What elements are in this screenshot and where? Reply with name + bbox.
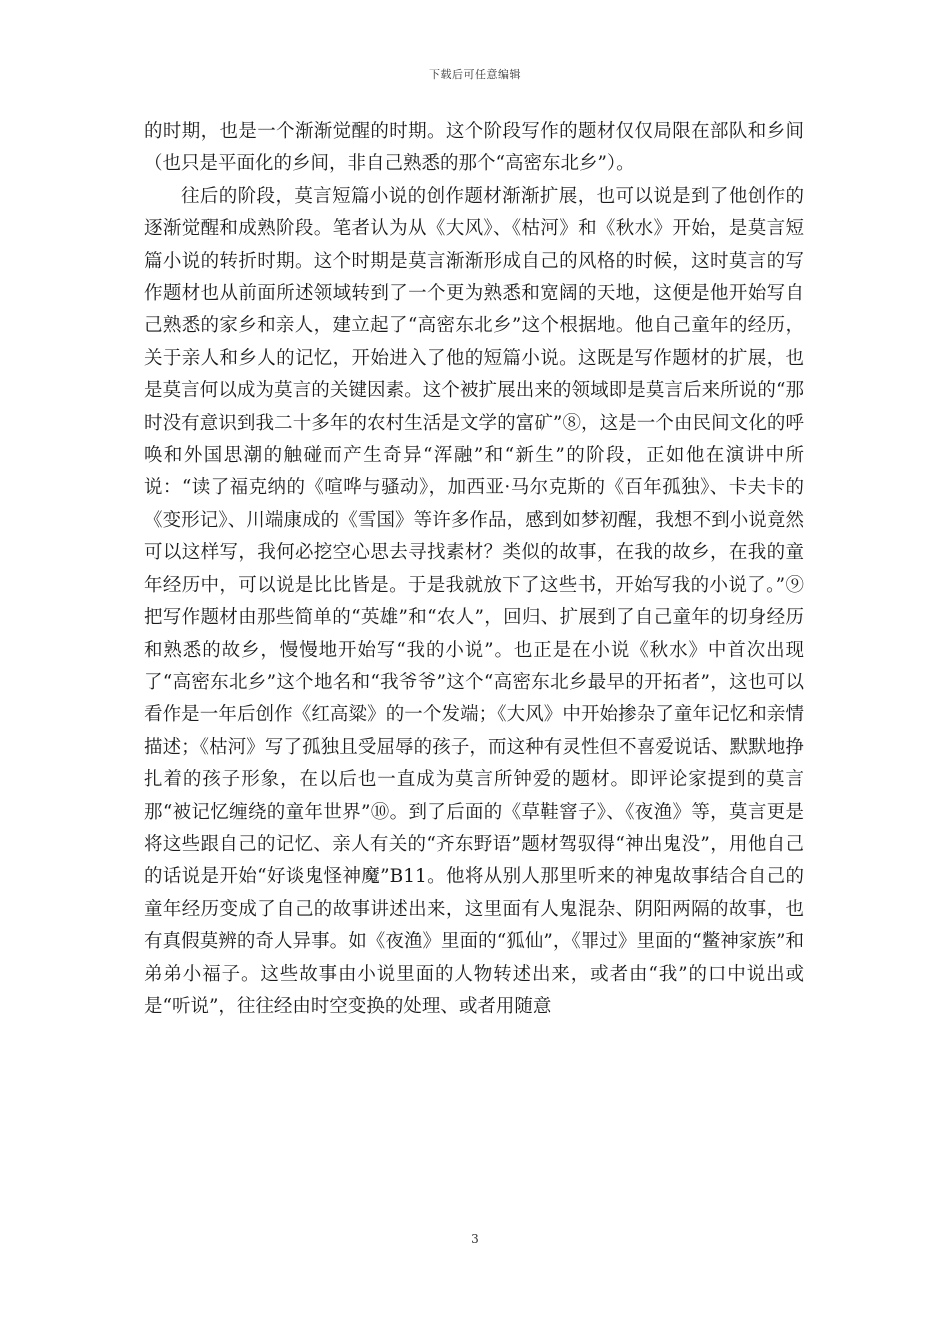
page-header: 下载后可任意编辑 — [429, 68, 521, 81]
body-text — [144, 116, 804, 1023]
paragraph-continuation: 的时期，也是一个渐渐觉醒的时期。这个阶段写作的题材仅仅局限在部队和乡间（也只是平面化的乡间，非自己熟悉的那个“高密东北乡”）。 — [144, 121, 804, 175]
page-number: 3 — [471, 1232, 479, 1246]
paragraph: 往后的阶段，莫言短篇小说的创作题材渐渐扩展，也可以说是到了他创作的逐渐觉醒和成熟阶段。笔者认为从《大风》、《枯河》和《秋水》开始，是莫言短篇小说的转折时期。这个时期是莫言渐渐形成自己的风格的时候，这时莫言的写作题材也从前面所述领域转到了一个更为熟悉和宽阔的天地，这便是他开始写自己熟悉的家乡和亲人，建立起了“高密东北乡”这个根据地。他自己童年的经历，关于亲人和乡人的记忆，开始进入了他的短篇小说。这既是写作题材的扩展，也是莫言何以成为莫言的关键因素。这个被扩展出来的领域即是莫言后来所说的“那时没有意识到我二十多年的农村生活是文学的富矿”⑧，这是一个由民间文化的呼唤和外国思潮的触碰而产生奇异“浑融”和“新生”的阶段，正如他在演讲中所说：“读了福克纳的《喧哗与骚动》，加西亚·马尔克斯的《百年孤独》、卡夫卡的《变形记》、川端康成的《雪国》等许多作品，感到如梦初醒，我想不到小说竟然可以这样写，我何必挖空心思去寻找素材？类似的故事，在我的故乡，在我的童年经历中，可以说是比比皆是。于是我就放下了这些书，开始写我的小说了。”⑨把写作题材由那些简单的“英雄”和“农人”，回归、扩展到了自己童年的切身经历和熟悉的故乡，慢慢地开始写“我的小说”。也正是在小说《秋水》中首次出现了“高密东北乡”这个地名和“我爷爷”这个“高密东北乡最早的开拓者”，这也可以看作是一年后创作《红高粱》的一个发端；《大风》中开始掺杂了童年记忆和亲情描述；《枯河》写了孤独且受屈辱的孩子，而这种有灵性但不喜爱说话、默默地挣扎着的孩子形象，在以后也一直成为莫言所钟爱的题材。即评论家提到的莫言那“被记忆缠绕的童年世界”⑩。到了后面的《草鞋窨子》、《夜渔》等，莫言更是将这些跟自己的记忆、亲人有关的“齐东野语”题材驾驭得“神出鬼没”，用他自己的话说是开始“好谈鬼怪神魔”B11。他将从别人那里听来的神鬼故事结合自己的童年经历变成了自己的故事讲述出来，这里面有人鬼混杂、阴阳两隔的故事，也有真假莫辨的奇人异事。如《夜渔》里面的“狐仙”，《罪过》里面的“鳖神家族”和弟弟小福子。这些故事由小说里面的人物转述出来，或者由“我”的口中说出或是“听说”，往往经由时空变换的处理、或者用随意 — [144, 185, 804, 1017]
